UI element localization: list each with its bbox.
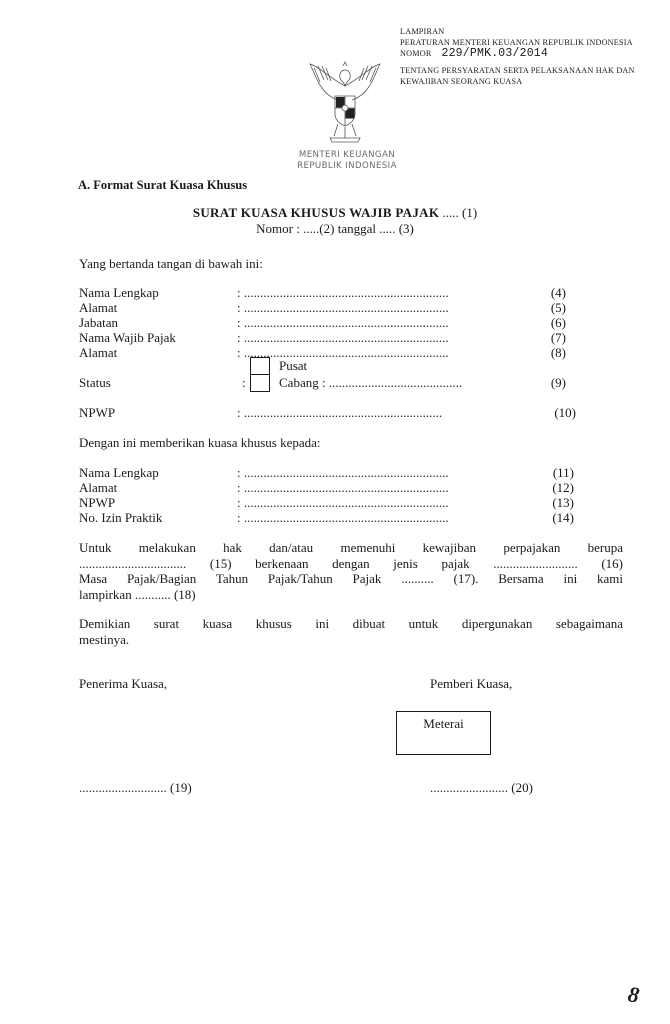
regulation-about-line2: KEWAJIBAN SEORANG KUASA [400, 77, 523, 86]
ministry-line2: REPUBLIK INDONESIA [297, 161, 397, 171]
purpose-line2: ................................. (15) berkenaan dengan jenis pajak .......................... (16) [79, 555, 623, 571]
regulation-about-line1: TENTANG PERSYARATAN SERTA PELAKSANAAN HAK DAN [400, 66, 635, 75]
grantor-position-field: : ............................................................... [237, 315, 449, 330]
status-label: Status [79, 375, 111, 390]
purpose-paragraph [79, 540, 623, 602]
regulation-number-value: 229/PMK.03/2014 [441, 47, 549, 60]
grantee-name-num: (11) [552, 465, 574, 480]
grantor-name-label: Nama Lengkap [79, 285, 159, 300]
status-pusat-label: Pusat [279, 358, 308, 373]
grantor-position-label: Jabatan [79, 315, 118, 330]
taxpayer-address-field: : ............................................................... [237, 345, 449, 360]
receiver-signature-line: ........................... (19) [79, 780, 192, 795]
regulation-number-row [400, 48, 635, 59]
grantee-npwp-label: NPWP [79, 495, 116, 510]
grantor-address-field: : ............................................................... [237, 300, 449, 315]
purpose-line4: lampirkan ........... (18) [79, 586, 196, 602]
giver-signature-line: ........................ (20) [430, 780, 533, 795]
attachment-label: LAMPIRAN [400, 27, 445, 36]
attachment-header [400, 26, 635, 87]
status-cabang-checkbox[interactable] [250, 374, 270, 392]
receiver-label: Penerima Kuasa, [79, 676, 168, 691]
grantor-npwp-field: : ............................................................. [237, 405, 443, 420]
document-title-suffix: ..... (1) [442, 205, 478, 220]
status-cabang-field: Cabang : ......................................... [279, 375, 463, 390]
grantee-npwp-field: : ............................................................... [237, 495, 449, 510]
garuda-emblem-icon [300, 56, 390, 146]
grantee-name-label: Nama Lengkap [79, 465, 159, 480]
grantor-npwp-label: NPWP [79, 405, 116, 420]
stamp-label: Meterai [423, 716, 464, 731]
section-title: A. Format Surat Kuasa Khusus [78, 178, 248, 192]
grantee-license-label: No. Izin Praktik [79, 510, 163, 525]
page-number-mark: 8 [626, 981, 641, 1008]
taxpayer-name-label: Nama Wajib Pajak [79, 330, 176, 345]
grantor-address-num: (5) [550, 300, 566, 315]
grantee-license-field: : ............................................................... [237, 510, 449, 525]
regulation-number-label: NOMOR [400, 49, 432, 58]
grantor-npwp-num: (10) [554, 405, 576, 420]
stamp-box [396, 711, 491, 755]
ministry-label [272, 150, 422, 172]
closing-paragraph [79, 616, 623, 647]
grantee-address-field: : ............................................................... [237, 480, 449, 495]
status-colon: : [242, 375, 246, 390]
grantor-address-label: Alamat [79, 300, 118, 315]
grantee-name-field: : ............................................................... [237, 465, 449, 480]
status-num: (9) [550, 375, 566, 390]
document-title-text: SURAT KUASA KHUSUS WAJIB PAJAK [192, 205, 440, 220]
grantee-npwp-num: (13) [552, 495, 574, 510]
closing-line2: mestinya. [79, 631, 130, 647]
grantee-address-num: (12) [552, 480, 574, 495]
status-pusat-checkbox[interactable] [250, 357, 270, 375]
purpose-line1: Untuk melakukan hak dan/atau memenuhi kewajiban perpajakan berupa [79, 540, 623, 555]
closing-line1: Demikian surat kuasa khusus ini dibuat untuk dipergunakan sebagaimana [79, 616, 623, 631]
taxpayer-name-field: : ............................................................... [237, 330, 449, 345]
grantor-name-field: : ............................................................... [237, 285, 449, 300]
regulation-title: PERATURAN MENTERI KEUANGAN REPUBLIK INDONESIA [400, 38, 633, 47]
grantor-intro: Yang bertanda tangan di bawah ini: [79, 256, 263, 271]
taxpayer-name-num: (7) [550, 330, 566, 345]
ministry-line1: MENTERI KEUANGAN [298, 150, 396, 160]
taxpayer-address-label: Alamat [79, 345, 118, 360]
taxpayer-address-num: (8) [550, 345, 566, 360]
document-subtitle: Nomor : .....(2) tanggal ..... (3) [256, 221, 414, 236]
grantee-address-label: Alamat [79, 480, 118, 495]
purpose-line3: Masa Pajak/Bagian Tahun Pajak/Tahun Pajak .......... (17). Bersama ini kami [79, 571, 623, 586]
grantor-name-num: (4) [550, 285, 566, 300]
grantor-position-num: (6) [550, 315, 566, 330]
document-title [0, 205, 670, 221]
grantee-license-num: (14) [552, 510, 574, 525]
giver-label: Pemberi Kuasa, [430, 676, 513, 691]
grantee-intro: Dengan ini memberikan kuasa khusus kepada: [79, 435, 321, 450]
